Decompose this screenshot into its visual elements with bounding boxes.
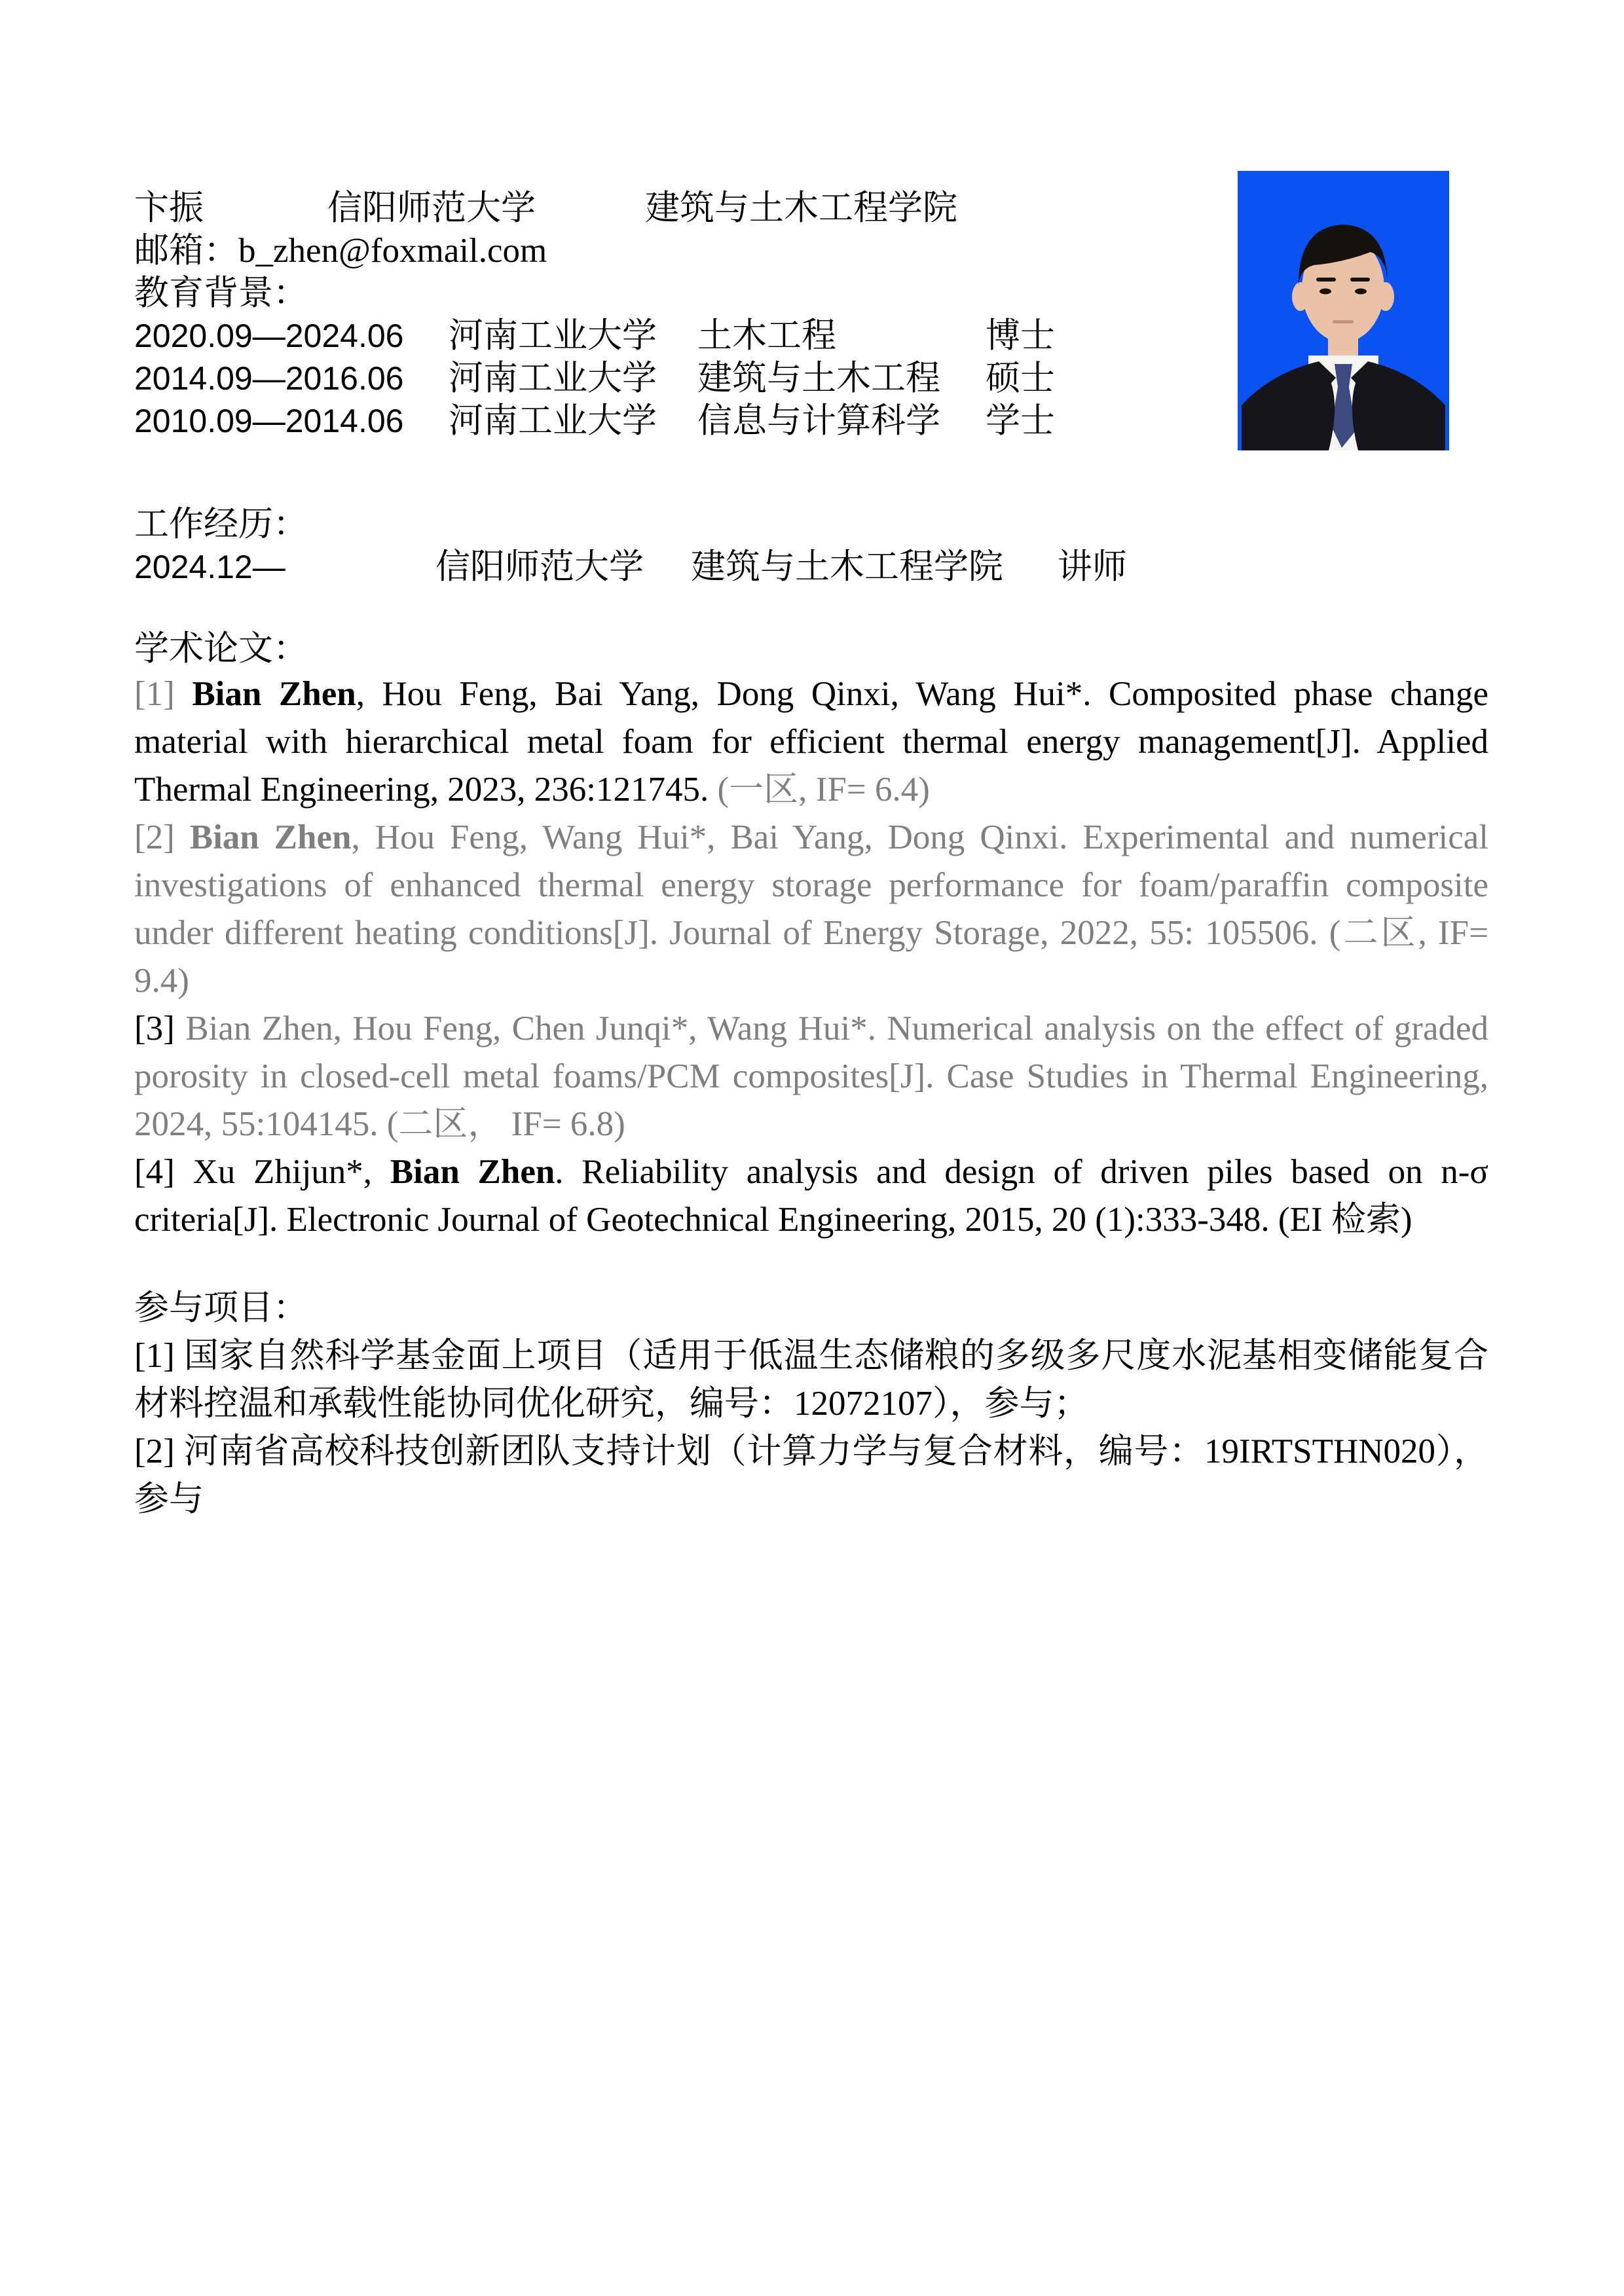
email-value: b_zhen@foxmail.com	[238, 232, 547, 270]
publication-text: [1]	[134, 675, 193, 713]
person-name: 卞振	[134, 189, 204, 227]
publication-text: [3]	[134, 1010, 186, 1048]
education-period: 2010.09—2014.06	[134, 403, 404, 439]
publication-author-highlight: Bian Zhen	[192, 675, 356, 713]
publication-text: , Hou Feng, Wang Hui*, Bai Yang, Dong Qinxi. Experimental and numerical investigations of enhanced thermal energy storage performance for foam/paraffin composite under different heating conditions[J]. Journal of Energy Storage, 2022, 55: 105506. (二区, IF= 9.4)	[134, 818, 1488, 1000]
publications-list	[134, 670, 1488, 1244]
education-row	[134, 315, 1488, 357]
header-row	[134, 187, 1488, 230]
publication-author-highlight: Bian Zhen	[189, 818, 352, 856]
publication-text: [2]	[134, 818, 190, 856]
email-label: 邮箱：	[134, 232, 238, 270]
education-period: 2020.09—2024.06	[134, 318, 404, 354]
email-row	[134, 230, 1488, 272]
education-major: 土木工程	[697, 317, 836, 355]
publication-item	[134, 1005, 1488, 1148]
publication-item	[134, 1148, 1488, 1244]
project-item: [1] 国家自然科学基金面上项目（适用于低温生态储粮的多级多尺度水泥基相变储能复合材料控温和承载性能协同优化研究，编号：12072107），参与；	[134, 1337, 1488, 1423]
header-university: 信阳师范大学	[327, 189, 536, 227]
header-college: 建筑与土木工程学院	[645, 189, 957, 227]
education-school: 河南工业大学	[449, 402, 657, 440]
work-college: 建筑与土木工程学院	[691, 548, 1003, 586]
education-school: 河南工业大学	[449, 317, 657, 355]
education-degree: 博士	[986, 317, 1055, 355]
publication-item	[134, 814, 1488, 1005]
work-row	[134, 546, 1488, 589]
section-title-publications: 学术论文：	[134, 630, 308, 668]
resume-content	[134, 187, 1488, 1523]
education-degree: 学士	[986, 402, 1055, 440]
education-degree: 硕士	[986, 359, 1055, 397]
education-row	[134, 400, 1488, 443]
section-title-work: 工作经历：	[134, 505, 308, 543]
work-position: 讲师	[1058, 548, 1127, 586]
project-item: [2] 河南省高校科技创新团队支持计划（计算力学与复合材料，编号：19IRTSTHN020），参与	[134, 1432, 1488, 1518]
publication-text: , Hou Feng, Bai Yang, Dong Qinxi, Wang Hui*. Composited phase change material with hierarchical metal foam for efficient thermal energy management[J]. Applied Thermal Engineering, 2023, 236:121745.	[134, 675, 1488, 809]
education-period: 2014.09—2016.06	[134, 360, 404, 397]
publication-text: [4] Xu Zhijun*,	[134, 1153, 390, 1191]
section-title-education: 教育背景：	[134, 274, 308, 312]
publication-item	[134, 670, 1488, 814]
education-row	[134, 357, 1488, 400]
work-period: 2024.12—	[134, 549, 286, 585]
education-school: 河南工业大学	[449, 359, 657, 397]
publication-text: . Reliability analysis and design of driven piles based on n-σ criteria[J]. Electronic Journal of Geotechnical Engineering, 2015, 20 (1):333-348. (EI 检索)	[134, 1153, 1488, 1239]
work-school: 信阳师范大学	[435, 548, 644, 586]
education-major: 信息与计算科学	[697, 402, 940, 440]
publication-text: (一区, IF= 6.4)	[717, 771, 930, 809]
section-title-projects: 参与项目：	[134, 1289, 308, 1327]
publication-text: Bian Zhen, Hou Feng, Chen Junqi*, Wang Hui*. Numerical analysis on the effect of graded porosity in closed-cell metal foams/PCM composites[J]. Case Studies in Thermal Engineering, 2024, 55:104145. (二区， IF= 6.8)	[134, 1010, 1488, 1143]
education-major: 建筑与土木工程	[697, 359, 940, 397]
publication-author-highlight: Bian Zhen	[390, 1153, 555, 1191]
